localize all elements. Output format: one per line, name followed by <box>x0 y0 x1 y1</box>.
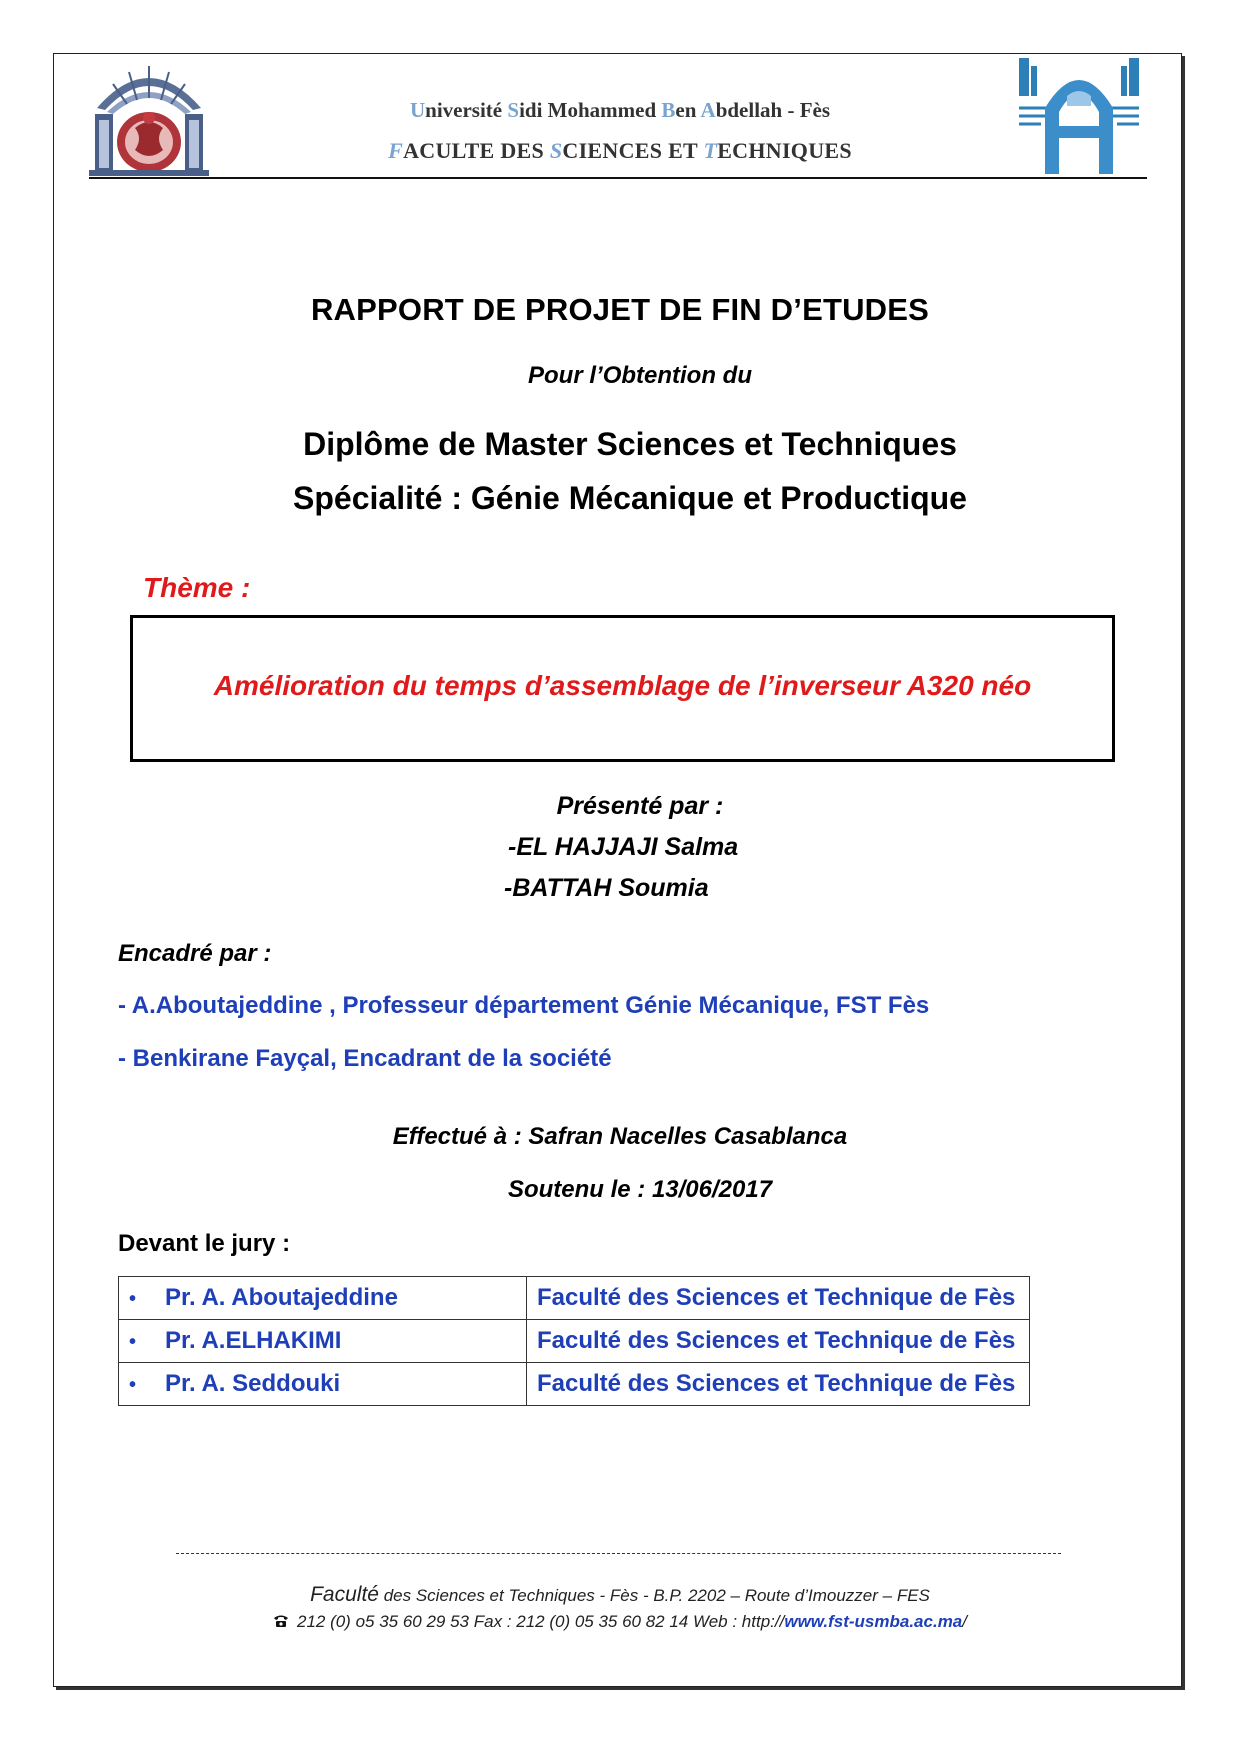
fst-logo-icon <box>1015 56 1143 176</box>
footer-address: Faculté des Sciences et Techniques - Fès - B.P. 2202 – Route d’Imouzzer – FES <box>310 1583 930 1606</box>
header-divider <box>89 177 1147 179</box>
supervisor-item: - A.Aboutajeddine , Professeur département Génie Mécanique, FST Fès <box>118 992 930 1019</box>
presented-by-label: Présenté par : <box>556 792 724 820</box>
obtention-line: Pour l’Obtention du <box>528 362 752 389</box>
jury-member-name: Pr. A. Seddouki <box>165 1370 341 1397</box>
jury-table <box>118 1276 1030 1406</box>
student-name: -BATTAH Soumia <box>504 874 709 902</box>
jury-member-name: Pr. A. Aboutajeddine <box>165 1284 398 1311</box>
diploma-title: Diplôme de Master Sciences et Techniques <box>303 426 957 462</box>
theme-box <box>130 615 1115 762</box>
bullet-icon: • <box>129 1374 137 1396</box>
university-emblem-icon <box>89 58 209 176</box>
table-row <box>119 1363 1030 1406</box>
specialty-title: Spécialité : Génie Mécanique et Productique <box>293 480 967 516</box>
jury-institution: Faculté des Sciences et Technique de Fès <box>527 1363 1030 1406</box>
jury-institution: Faculté des Sciences et Technique de Fès <box>527 1320 1030 1363</box>
theme-text: Amélioration du temps d’assemblage de l’inverseur A320 néo <box>213 670 1032 701</box>
report-title: RAPPORT DE PROJET DE FIN D’ETUDES <box>310 292 930 327</box>
footer-contact: 212 (0) o5 35 60 29 53 Fax : 212 (0) 05 35 60 82 14 Web : http://www.fst-usmba.ac.ma/ <box>160 1612 1080 1632</box>
jury-member-cell <box>119 1363 527 1406</box>
supervised-by-label: Encadré par : <box>118 940 272 967</box>
website-link[interactable]: www.fst-usmba.ac.ma <box>784 1612 963 1631</box>
student-name: -EL HAJJAJI Salma <box>508 833 739 861</box>
jury-member-name: Pr. A.ELHAKIMI <box>165 1327 342 1354</box>
jury-member-cell <box>119 1320 527 1363</box>
university-name: Université Sidi Mohammed Ben Abdellah - Fès <box>409 98 831 122</box>
supervisor-item: - Benkirane Fayçal, Encadrant de la société <box>118 1045 612 1072</box>
theme-label: Thème : <box>143 572 251 603</box>
faculty-name: FACULTE DES SCIENCES ET TECHNIQUES <box>388 138 852 163</box>
jury-member-cell <box>119 1277 527 1320</box>
phone-icon <box>273 1614 289 1628</box>
defense-date: Soutenu le : 13/06/2017 <box>507 1176 773 1203</box>
internship-location: Effectué à : Safran Nacelles Casablanca <box>392 1123 848 1150</box>
bullet-icon: • <box>129 1331 137 1353</box>
table-row <box>119 1320 1030 1363</box>
jury-institution: Faculté des Sciences et Technique de Fès <box>527 1277 1030 1320</box>
bullet-icon: • <box>129 1288 137 1310</box>
footer-divider <box>176 1553 1061 1554</box>
table-row <box>119 1277 1030 1320</box>
jury-label: Devant le jury : <box>118 1230 291 1257</box>
